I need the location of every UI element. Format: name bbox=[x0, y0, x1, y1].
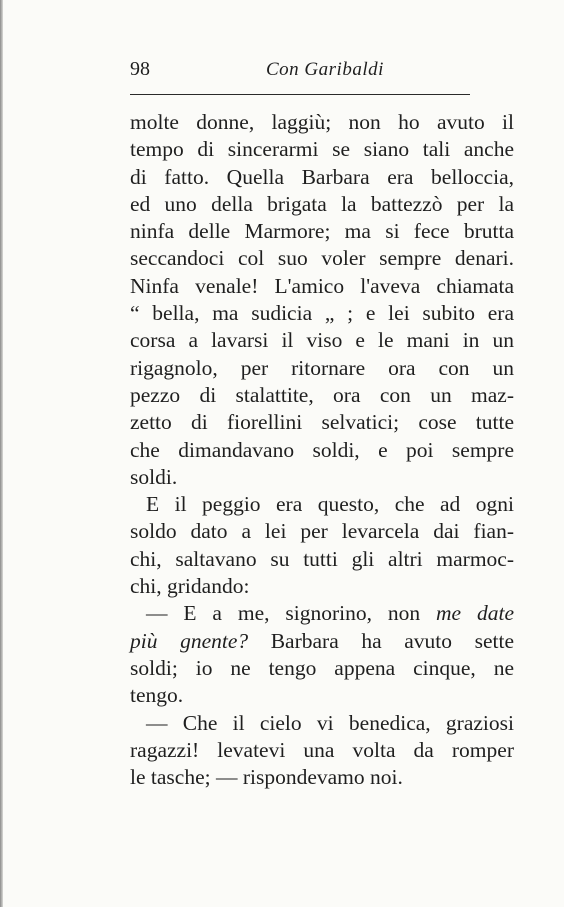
text-line: chi, gridando: bbox=[130, 574, 250, 599]
running-title: Con Garibaldi bbox=[266, 59, 384, 80]
italic-text: più gnente? bbox=[130, 628, 249, 653]
page-edge bbox=[0, 0, 3, 907]
text-line: ed uno della brigata la battezzò per la bbox=[130, 191, 514, 216]
italic-text: me date bbox=[436, 601, 514, 626]
header-rule bbox=[130, 94, 470, 95]
page-header bbox=[130, 58, 510, 86]
page-number: 98 bbox=[130, 58, 150, 80]
text-line: “ bella, ma sudicia „ ; e lei subito era bbox=[130, 301, 514, 326]
dialogue-text: — E a me, signorino, non bbox=[146, 601, 421, 626]
text-line: di fatto. Quella Barbara era belloccia, bbox=[130, 164, 514, 189]
body-text bbox=[130, 109, 514, 791]
text-line: zetto di fiorellini selvatici; cose tutte bbox=[130, 410, 514, 435]
text-line: soldi; io ne tengo appena cinque, ne bbox=[130, 655, 514, 680]
text-line: soldi. bbox=[130, 464, 178, 489]
text-line: soldo dato a lei per levarcela dai fian- bbox=[130, 519, 514, 544]
text-line: chi, saltavano su tutti gli altri marmoc- bbox=[130, 546, 514, 571]
text-line: tempo di sincerarmi se siano tali anche bbox=[130, 137, 514, 162]
text-line: ragazzi! levatevi una volta da romper bbox=[130, 737, 514, 762]
text-line: — Che il cielo vi benedica, graziosi bbox=[146, 710, 514, 735]
text-line: corsa a lavarsi il viso e le mani in un bbox=[130, 328, 514, 353]
text-line: pezzo di stalattite, ora con un maz- bbox=[130, 382, 514, 407]
dialogue-line bbox=[130, 600, 514, 627]
text-line: rigagnolo, per ritornare ora con un bbox=[130, 355, 514, 380]
text-line: tengo. bbox=[130, 683, 184, 708]
dialogue-text: Barbara ha avuto sette bbox=[270, 628, 514, 653]
text-line: molte donne, laggiù; non ho avuto il bbox=[130, 110, 514, 134]
text-line: le tasche; — rispondevamo noi. bbox=[130, 765, 403, 790]
text-line: che dimandavano soldi, e poi sempre bbox=[130, 437, 514, 462]
text-line: ninfa delle Marmore; ma si fece brutta bbox=[130, 219, 514, 244]
dialogue-line bbox=[130, 628, 514, 655]
text-line: E il peggio era questo, che ad ogni bbox=[146, 492, 514, 517]
text-line: Ninfa venale! L'amico l'aveva chiamata bbox=[130, 273, 514, 298]
text-line: seccandoci col suo voler sempre denari. bbox=[130, 246, 514, 271]
